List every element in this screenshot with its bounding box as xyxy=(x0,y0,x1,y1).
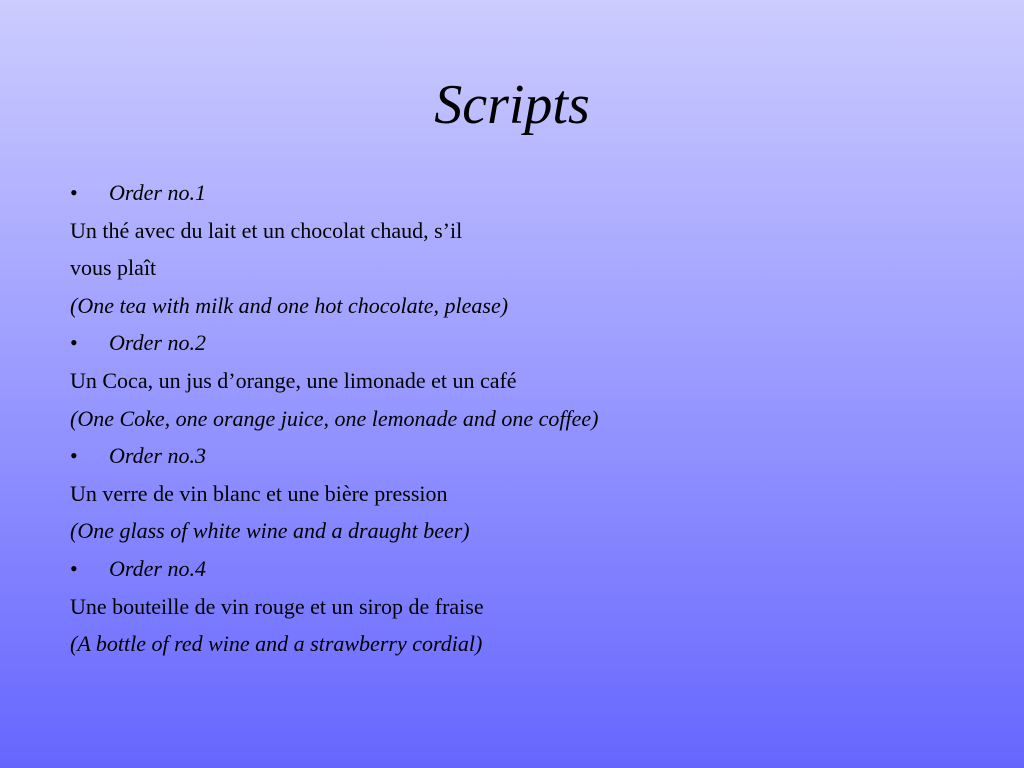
order-3-french: Un verre de vin blanc et une bière pression xyxy=(70,480,448,506)
bullet-icon: • xyxy=(70,443,78,469)
order-2-heading-line xyxy=(70,324,970,362)
order-2-french: Un Coca, un jus d’orange, une limonade et un café xyxy=(70,367,517,393)
slide-body xyxy=(70,174,970,663)
order-1-french-line-2: vous plaît xyxy=(70,255,157,281)
order-3-english: (One glass of white wine and a draught beer) xyxy=(70,518,470,544)
order-2-english: (One Coke, one orange juice, one lemonade and one coffee) xyxy=(70,405,599,431)
bullet-icon: • xyxy=(70,330,78,356)
order-4-english: (A bottle of red wine and a strawberry cordial) xyxy=(70,631,483,657)
order-1-heading-line xyxy=(70,174,970,212)
order-4-french: Une bouteille de vin rouge et un sirop de fraise xyxy=(70,593,484,619)
order-3-heading: Order no.3 xyxy=(109,443,206,469)
order-1-heading: Order no.1 xyxy=(109,180,206,205)
slide-title: Scripts xyxy=(434,74,590,136)
order-4-heading: Order no.4 xyxy=(109,555,206,581)
order-1-english: (One tea with milk and one hot chocolate, please) xyxy=(70,292,509,318)
order-2-heading: Order no.2 xyxy=(109,330,206,356)
bullet-icon: • xyxy=(70,555,78,581)
order-3-heading-line xyxy=(70,437,970,475)
order-4-heading-line xyxy=(70,550,970,588)
order-1-french-line-1: Un thé avec du lait et un chocolat chaud, s’il xyxy=(70,217,463,243)
bullet-icon: • xyxy=(70,180,78,205)
